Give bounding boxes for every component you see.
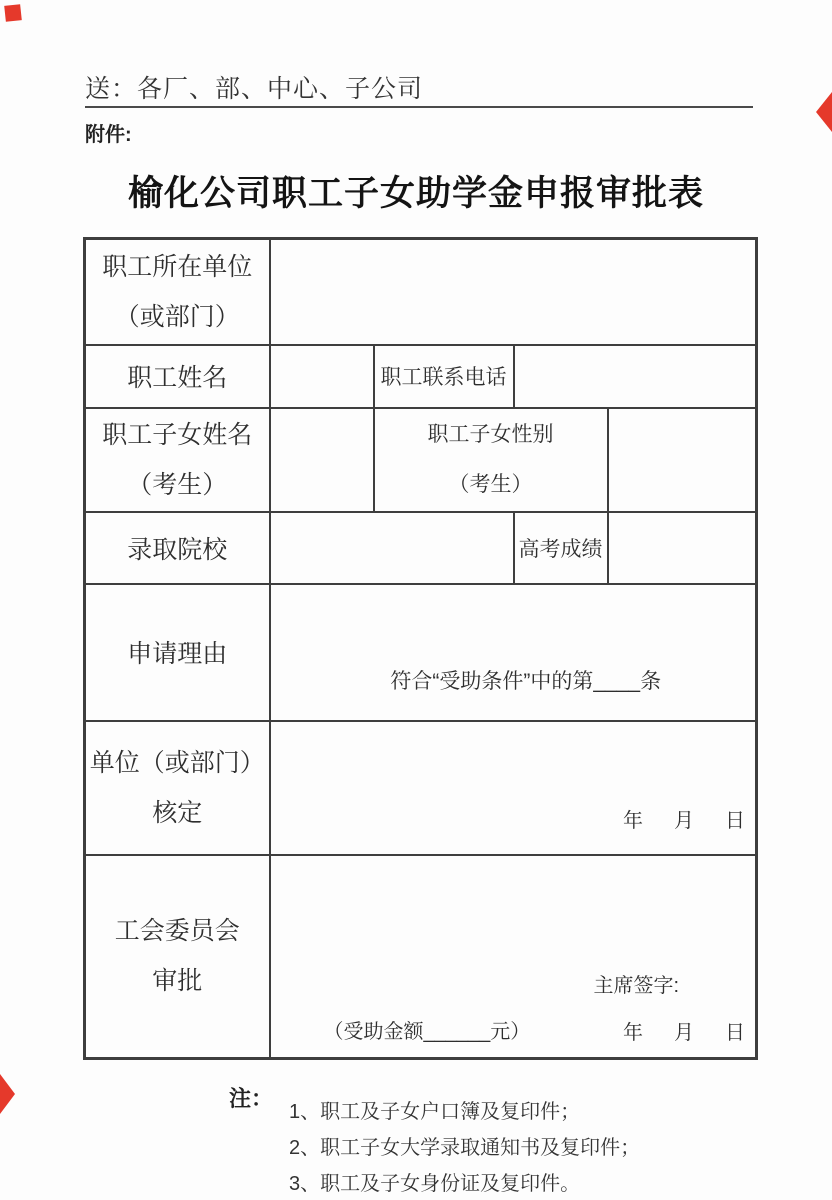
unit-approval-label-line1: 单位（或部门） [89,748,265,777]
union-approval-date [623,1016,745,1045]
admitted-school-field [270,512,514,584]
employee-unit-label [85,239,270,345]
corner-mark-top-right [816,92,832,132]
row-child-name [85,408,757,512]
unit-approval-date [623,804,745,833]
row-union-approval [85,855,757,1059]
application-reason-label: 申请理由 [85,584,270,721]
child-gender-label-line1: 职工子女性别 [427,422,554,446]
note-item-2: 2、职工子女大学录取通知书及复印件； [289,1137,641,1159]
day-label: 日 [725,809,745,832]
child-name-label-line2: （考生） [127,470,228,499]
year-label: 年 [623,1022,643,1045]
note-item-3: 3、职工及子女身份证及复印件。 [289,1173,581,1195]
application-reason-field [270,584,757,721]
child-gender-label-line2: （考生） [448,472,533,496]
chairman-signature-label: 主席签字: [593,975,680,998]
row-employee-unit [85,239,757,345]
union-committee-label [85,855,270,1059]
employee-name-label: 职工姓名 [85,345,270,408]
corner-mark-top-left [4,4,22,22]
distribution-line: 送：各厂、部、中心、子公司 [85,74,753,108]
notes-items [289,1094,640,1200]
notes-section [229,1086,640,1200]
row-application-reason [85,584,757,721]
child-gender-field [608,408,757,512]
employee-unit-field [270,239,757,345]
notes-label: 注： [229,1086,274,1111]
union-approval-field [270,855,757,1059]
grant-amount-text: （受助金额______元） [323,1021,531,1044]
month-label: 月 [674,1022,694,1045]
row-unit-approval [85,721,757,855]
employee-unit-label-line1: 职工所在单位 [102,252,253,281]
unit-approval-field [270,721,757,855]
union-committee-label-line2: 审批 [152,967,203,996]
child-name-label [85,408,270,512]
employee-phone-label: 职工联系电话 [374,345,514,408]
employee-unit-label-line2: （或部门） [114,302,240,331]
child-name-field [270,408,374,512]
month-label: 月 [674,809,694,832]
child-gender-label [374,408,608,512]
child-name-label-line1: 职工子女姓名 [102,420,253,449]
row-employee-name [85,345,757,408]
form-title: 榆化公司职工子女助学金申报审批表 [127,174,704,213]
corner-mark-bottom-left [0,1074,15,1114]
attachment-label: 附件: [85,124,132,146]
year-label: 年 [623,809,643,832]
note-item-1: 1、职工及子女户口簿及复印件； [289,1101,581,1123]
employee-name-field [270,345,374,408]
gaokao-score-label: 高考成绩 [514,512,608,584]
unit-approval-label-line2: 核定 [152,798,203,827]
row-school-score [85,512,757,584]
day-label: 日 [725,1022,745,1045]
union-committee-label-line1: 工会委员会 [114,917,240,946]
gaokao-score-field [608,512,757,584]
employee-phone-field [514,345,757,408]
admitted-school-label: 录取院校 [85,512,270,584]
condition-hint-text: 符合“受助条件”中的第____条 [390,669,662,693]
unit-approval-label [85,721,270,855]
approval-form-table [83,237,758,1060]
